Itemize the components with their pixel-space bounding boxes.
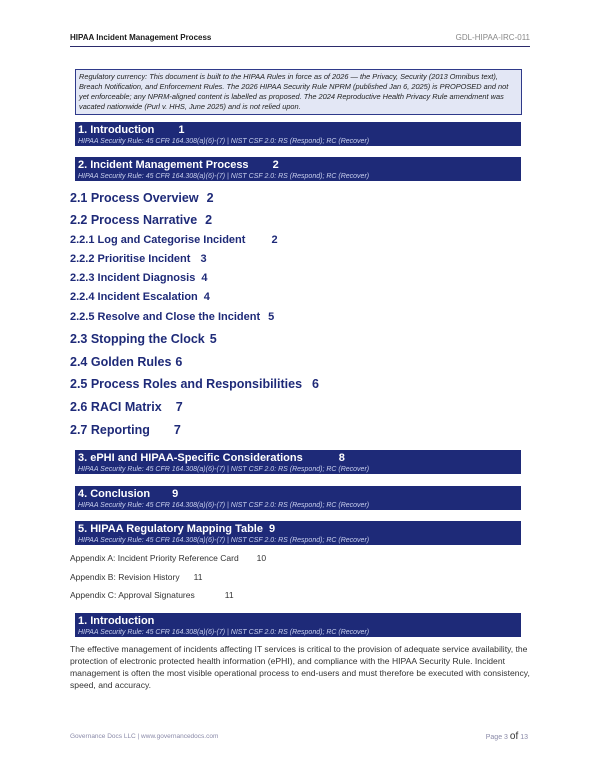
toc-page-number: 7	[175, 400, 183, 414]
toc-title: 2.2.5 Resolve and Close the Incident	[70, 311, 261, 323]
toc-title: 2.2 Process Narrative	[70, 213, 198, 227]
toc-page-number: 4	[201, 272, 208, 284]
toc-title: 2.3 Stopping the Clock	[70, 332, 205, 346]
toc-title: 5. HIPAA Regulatory Mapping Table	[78, 523, 263, 535]
regulatory-reference: HIPAA Security Rule: 45 CFR 164.308(a)(6)-(7) | NIST CSF 2.0: RS (Respond); RC (Recover)	[78, 629, 370, 636]
toc-entry-prioritise[interactable]	[70, 253, 207, 265]
page-total: 13	[520, 734, 528, 741]
toc-page-number: 11	[224, 590, 234, 600]
regulatory-reference: HIPAA Security Rule: 45 CFR 164.308(a)(6)-(7) | NIST CSF 2.0: RS (Respond); RC (Recover)	[78, 466, 370, 473]
toc-entry-raci[interactable]	[70, 400, 183, 414]
page-of: of	[509, 731, 519, 742]
toc-band-mapping-table[interactable]	[75, 521, 521, 545]
toc-title: Appendix B: Revision History	[70, 572, 180, 582]
toc-page-number: 2	[271, 234, 278, 246]
toc-entry-process-overview[interactable]	[70, 191, 214, 205]
toc-entry-reporting[interactable]	[70, 423, 181, 437]
toc-title: 2.5 Process Roles and Responsibilities	[70, 377, 303, 391]
toc-title: 2.2.1 Log and Categorise Incident	[70, 234, 246, 246]
toc-entry-log-categorise[interactable]	[70, 234, 278, 246]
footer-company: Governance Docs LLC | www.governancedocs.com	[70, 733, 219, 740]
toc-page-number: 6	[175, 355, 183, 369]
toc-page-number: 7	[173, 423, 181, 437]
toc-page-number: 9	[172, 488, 179, 500]
toc-title: 2.2.2 Prioritise Incident	[70, 253, 191, 265]
toc-page-number: 5	[268, 311, 275, 323]
toc-title: 2.6 RACI Matrix	[70, 400, 162, 414]
toc-title: 2.2.3 Incident Diagnosis	[70, 272, 196, 284]
toc-entry-stopping-clock[interactable]	[70, 332, 217, 346]
section-heading-band	[75, 613, 521, 637]
toc-entry-roles[interactable]	[70, 377, 319, 391]
toc-title: 2. Incident Management Process	[78, 159, 249, 171]
toc-entry-escalation[interactable]	[70, 291, 210, 303]
toc-entry-golden-rules[interactable]	[70, 355, 182, 369]
toc-band-conclusion[interactable]	[75, 486, 521, 510]
document-code: GDL-HIPAA-IRC-011	[455, 33, 530, 42]
toc-band-incident-process[interactable]	[75, 157, 521, 181]
toc-entry-process-narrative[interactable]	[70, 213, 212, 227]
toc-page-number: 11	[193, 572, 203, 582]
regulatory-reference: HIPAA Security Rule: 45 CFR 164.308(a)(6)-(7) | NIST CSF 2.0: RS (Respond); RC (Recover)	[78, 502, 370, 509]
regulatory-reference: HIPAA Security Rule: 45 CFR 164.308(a)(6)-(7) | NIST CSF 2.0: RS (Respond); RC (Recover)	[78, 537, 370, 544]
toc-page-number: 1	[178, 124, 185, 136]
toc-page-number: 9	[268, 523, 276, 535]
page-current: 3	[504, 734, 508, 741]
introduction-paragraph: The effective management of incidents affecting IT services is critical to the provision of adequate service availability, the protection of electronic protected health information (ePHI), and compliance with the HIPAA Security Rule. Incident management is often the most visible operational process to end-users and must therefore be executed with consistency, speed, and accuracy.	[70, 644, 530, 690]
toc-title: 3. ePHI and HIPAA-Specific Considerations	[78, 452, 303, 464]
toc-page-number: 3	[200, 253, 207, 265]
toc-title: 1. Introduction	[78, 124, 155, 136]
toc-page-number: 5	[209, 332, 217, 346]
page-header	[70, 30, 530, 47]
toc-title: 4. Conclusion	[78, 488, 151, 500]
toc-title: 2.4 Golden Rules	[70, 355, 172, 369]
toc-entry-appendix-a[interactable]	[70, 553, 266, 563]
toc-title: 2.1 Process Overview	[70, 191, 199, 205]
toc-page-number: 6	[312, 377, 319, 391]
toc-page-number: 2	[272, 159, 279, 171]
section-heading: 1. Introduction	[78, 615, 155, 627]
toc-page-number: 2	[206, 191, 214, 205]
footer-page-number	[486, 731, 528, 742]
toc-entry-appendix-c[interactable]	[70, 590, 234, 600]
regulatory-reference: HIPAA Security Rule: 45 CFR 164.308(a)(6)-(7) | NIST CSF 2.0: RS (Respond); RC (Recover)	[78, 173, 370, 180]
toc-page-number: 8	[338, 452, 345, 464]
toc-page-number: 4	[203, 291, 210, 303]
toc-entry-resolve-close[interactable]	[70, 311, 274, 323]
toc-band-ephi[interactable]	[75, 450, 521, 474]
toc-page-number: 10	[256, 553, 267, 563]
regulatory-reference: HIPAA Security Rule: 45 CFR 164.308(a)(6)-(7) | NIST CSF 2.0: RS (Respond); RC (Recover)	[78, 138, 370, 145]
toc-title: Appendix A: Incident Priority Reference Card	[70, 553, 239, 563]
toc-title: 2.7 Reporting	[70, 423, 150, 437]
toc-entry-diagnosis[interactable]	[70, 272, 207, 284]
toc-title: 2.2.4 Incident Escalation	[70, 291, 198, 303]
document-title: HIPAA Incident Management Process	[70, 33, 212, 42]
regulatory-currency-notice: Regulatory currency: This document is built to the HIPAA Rules in force as of 2026 — the Privacy, Security (2013 Omnibus text), Breach Notification, and Enforcement Rules. The 2026 HIPAA Security Rule NPRM (published Jan 6, 2025) is PROPOSED and not yet enforceable; any NPRM-aligned content is labelled as proposed. The 2024 Reproductive Health Privacy Rule amendment was vacated nationwide (Purl v. HHS, June 2025) and is not relied upon.	[75, 69, 522, 115]
toc-band-introduction[interactable]	[75, 122, 521, 146]
toc-entry-appendix-b[interactable]	[70, 572, 202, 582]
toc-page-number: 2	[205, 213, 213, 227]
toc-title: Appendix C: Approval Signatures	[70, 590, 195, 600]
page-label: Page	[485, 734, 503, 741]
